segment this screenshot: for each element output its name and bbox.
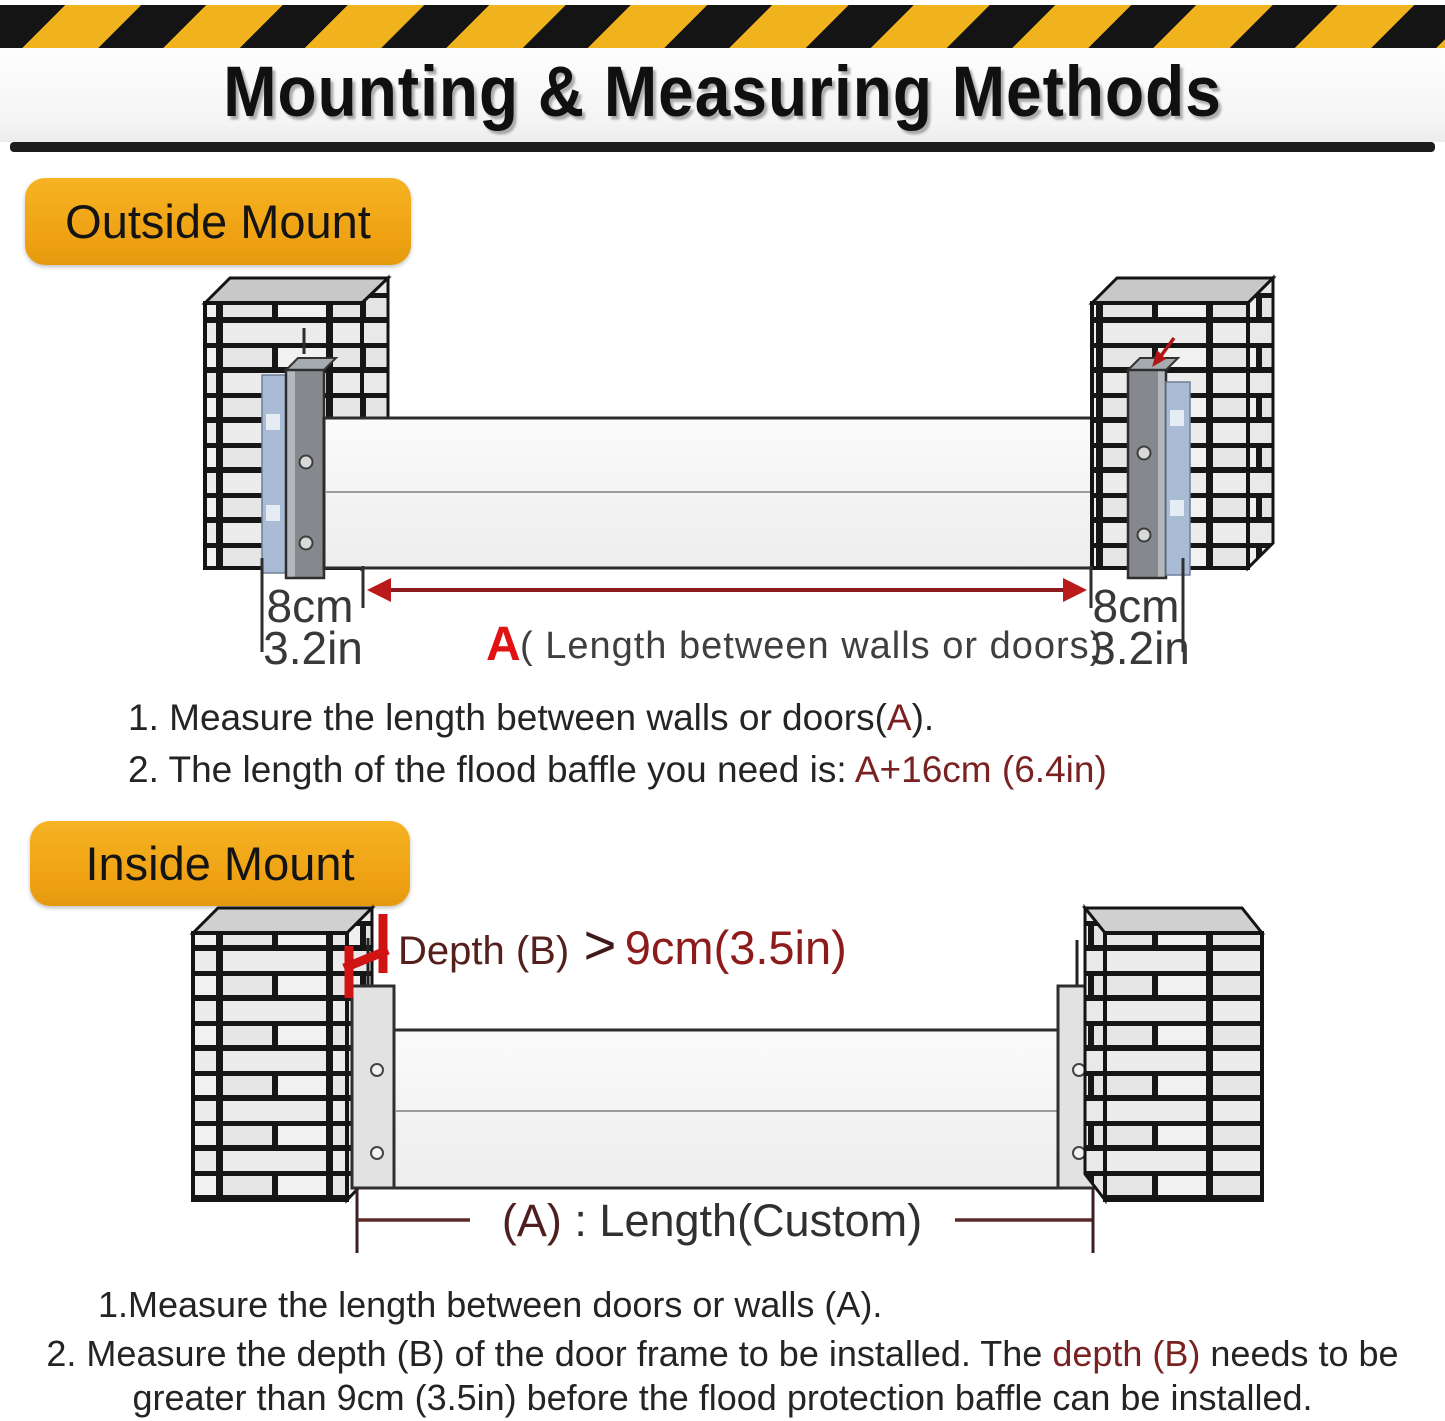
pillar-side-face	[1248, 278, 1273, 568]
screw-hole	[1138, 447, 1151, 460]
pillar-front-face	[193, 933, 347, 1200]
instruction-step: 2. The length of the flood baffle you need is: A+16cm (6.4in)	[128, 749, 1107, 790]
flood-barrier-panel	[394, 1030, 1060, 1188]
offset-label-right-cm: 8cm	[1092, 580, 1180, 632]
span-variable-label: A	[486, 618, 521, 671]
banner-underline	[10, 142, 1435, 152]
outside-mount-instructions	[128, 692, 1107, 796]
screw-hole	[1138, 529, 1151, 542]
arrowhead-right-icon	[1063, 578, 1087, 602]
arrowhead-left-icon	[367, 578, 391, 602]
outside-mount-diagram	[0, 270, 1445, 682]
length-label: (A) : Length(Custom)	[501, 1195, 923, 1246]
pillar-top-face	[1092, 278, 1273, 303]
outside-mount-badge	[25, 178, 411, 265]
screw-hole	[371, 1064, 383, 1076]
offset-label-left-in: 3.2in	[263, 622, 363, 674]
inside-mount-badge-label: Inside Mount	[85, 837, 355, 890]
pillar-front-face	[1105, 933, 1262, 1200]
screw-hole	[300, 456, 313, 469]
outside-mount-badge-label: Outside Mount	[65, 195, 371, 248]
inside-mount-instructions	[0, 1284, 1445, 1420]
instruction-step: 1. Measure the length between walls or doors(A).	[128, 697, 935, 738]
pillar-top-face	[205, 278, 388, 303]
pillar-side-face	[1085, 908, 1105, 1200]
inside-mount-diagram	[0, 898, 1445, 1293]
screw-hole	[300, 537, 313, 550]
seal-strip-right	[1166, 382, 1190, 575]
depth-label: Depth (B) > 9cm(3.5in)	[398, 913, 847, 976]
instruction-step: 1.Measure the length between doors or walls (A).	[98, 1284, 883, 1325]
seal-strip-left	[262, 375, 286, 573]
pillar-top-face	[1085, 908, 1262, 933]
header-banner	[0, 0, 1445, 160]
inside-mount-badge	[30, 821, 410, 906]
pillar-top-face	[193, 908, 372, 933]
instruction-step: 2. Measure the depth (B) of the door frame to be installed. The depth (B) needs to be greater than 9cm (3.5in) before the flood protection baffle can be installed.	[46, 1333, 1399, 1418]
span-description-label: ( Length between walls or doors)	[520, 625, 1104, 667]
hazard-stripes	[0, 5, 1445, 48]
flood-barrier-panel	[324, 418, 1128, 568]
offset-label-left-cm: 8cm	[266, 580, 354, 632]
mounting-plate-left	[352, 986, 394, 1188]
offset-label-right-in: 3.2in	[1090, 622, 1190, 674]
page-title: Mounting & Measuring Methods	[223, 51, 1222, 132]
screw-hole	[371, 1147, 383, 1159]
brick-pillar-right	[1085, 908, 1262, 1200]
screw-hole	[1073, 1147, 1085, 1159]
screw-hole	[1073, 1064, 1085, 1076]
